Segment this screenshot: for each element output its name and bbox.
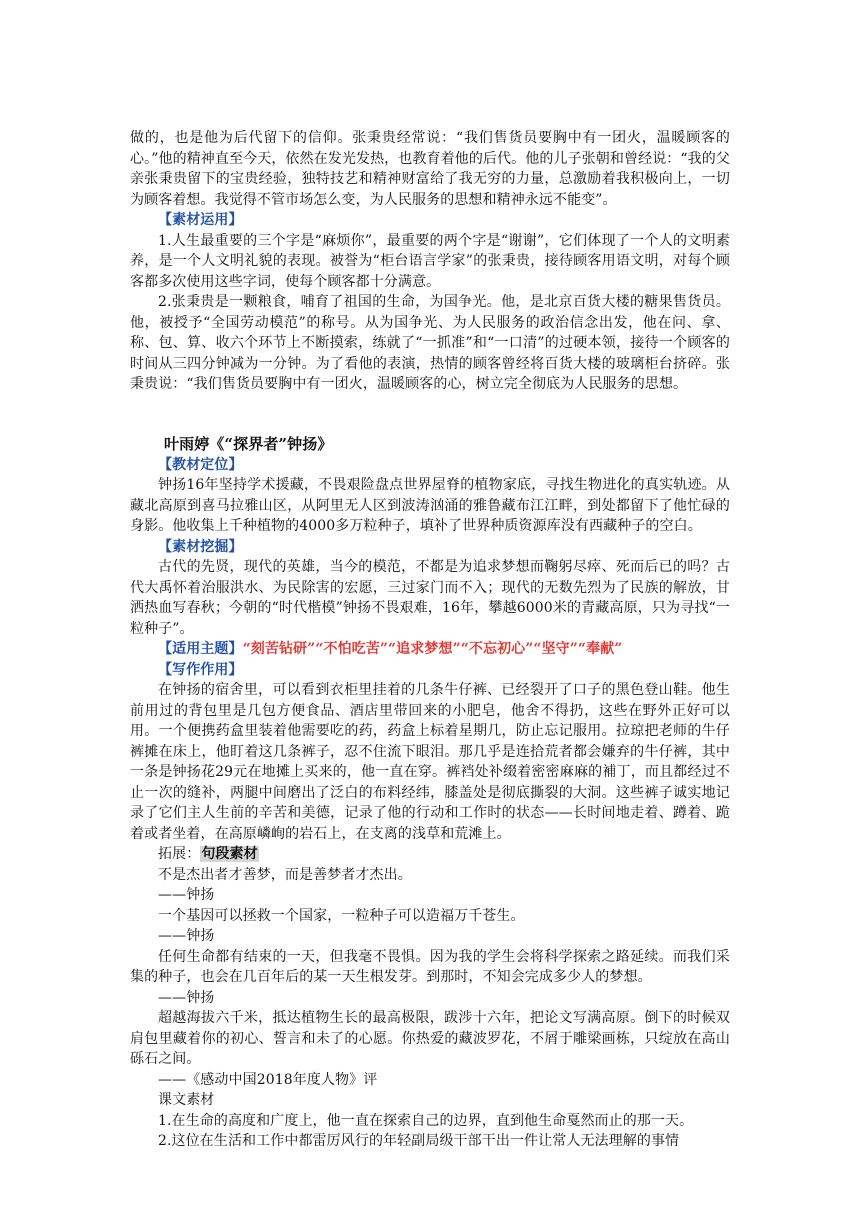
document-page <box>130 128 730 1152</box>
paragraph-usage-2: 2.张秉贵是一颗粮食，哺育了祖国的生命，为国争光。他，是北京百货大楼的糖果售货员。他，被授予“全国劳动模范”的称号。从为国争光、为人民服务的政治信念出发，他在问、拿、称、包、算、收六个环节上不断摸索，练就了“一抓准”和“一口清”的过硬本领，接待一个顾客的时间从三四分钟减为一分钟。为了看他的表演，热情的顾客曾经将百货大楼的玻璃柜台挤碎。张秉贵说：“我们售货员要胸中有一团火，温暖顾客的心，树立完全彻底为人民服务的思想。 <box>130 294 730 392</box>
lesson-item-1: 1.在生命的高度和广度上，他一直在探索自己的边界，直到他生命戛然而止的那一天。 <box>158 1112 694 1129</box>
label-material-dig: 【素材挖掘】 <box>158 538 243 555</box>
theme-line <box>130 639 730 660</box>
quote-3-source: ——钟扬 <box>158 989 215 1006</box>
lesson-label: 课文素材 <box>158 1092 215 1108</box>
theme-keywords: “刻苦钻研”“不怕吃苦”“追求梦想”“不忘初心”“坚守”“奉献” <box>242 641 623 657</box>
quote-4: 超越海拔六千米，抵达植物生长的最高极限，跋涉十六年，把论文写满高原。倒下的时候双肩包里藏着你的初心、誓言和未了的心愿。你热爱的藏波罗花，不屑于雕梁画栋，只绽放在高山砾石之间。 <box>130 1010 730 1067</box>
paragraph-dig: 古代的先贤，现代的英雄，当今的模范，不都是为追求梦想而鞠躬尽瘁、死而后已的吗？古代大禹怀着治服洪水、为民除害的宏愿，三过家门而不入；现代的无数先烈为了民族的解放，甘洒热血写春秋；今朝的“时代楷模”钟扬不畏艰难，16年，攀越6000米的青藏高原，只为寻找“一粒种子”。 <box>130 559 730 637</box>
extend-label: 句段素材 <box>201 846 258 862</box>
paragraph-intro: 做的，也是他为后代留下的信仰。张秉贵经常说：“我们售货员要胸中有一团火，温暖顾客的心。”他的精神直至今天，依然在发光发热，也教育着他的后代。他的儿子张朝和曾经说：“我的父亲张秉贵留下的宝贵经验，独特技艺和精神财富给了我无穷的力量，总激励着我积极向上，一切为顾客着想。我觉得不管市场怎么变，为人民服务的思想和精神永远不能变”。 <box>130 130 730 208</box>
label-applicable-theme: 【适用主题】 <box>158 641 243 657</box>
label-textbook-position: 【教材定位】 <box>158 456 243 473</box>
quote-1: 不是杰出者才善梦，而是善梦者才杰出。 <box>158 866 412 883</box>
quote-3: 任何生命都有结束的一天，但我毫不畏惧。因为我的学生会将科学探索之路延续。而我们采集的种子，也会在几百年后的某一天生根发芽。到那时，不知会完成多少人的梦想。 <box>130 948 730 985</box>
quote-4-source: ——《感动中国2018年度人物》评 <box>158 1071 378 1088</box>
label-material-usage: 【素材运用】 <box>158 212 243 228</box>
extend-prefix: 拓展： <box>158 846 201 862</box>
quote-2-source: ——钟扬 <box>158 928 215 944</box>
quote-1-source: ——钟扬 <box>158 887 215 903</box>
paragraph-writing: 在钟扬的宿舍里，可以看到衣柜里挂着的几条牛仔裤、已经裂开了口子的黑色登山鞋。他生前用过的背包里是几包方便食品、酒店里带回来的小肥皂，他舍不得扔，这些在野外正好可以用。一个便携药盒里装着他需要吃的药，药盒上标着星期几，防止忘记服用。拉琼把老师的牛仔裤摊在床上，他盯着这几条裤子，忍不住流下眼泪。那几乎是连拾荒者都会嫌弃的牛仔裤，其中一条是钟扬花29元在地摊上买来的，他一直在穿。裤裆处补缀着密密麻麻的補丁，而且都经过不止一次的缝补，两腿中间磨出了泛白的布料经纬，膝盖处是彻底撕裂的大洞。这些裤子诚实地记录了它们主人生前的辛苦和美德，记录了他的行动和工作时的状态——长时间地走着、蹲着、跪着或者坐着，在高原嶙峋的岩石上，在支离的浅草和荒滩上。 <box>130 682 730 842</box>
quote-2: 一个基因可以拯救一个国家，一粒种子可以造福万千苍生。 <box>158 907 525 924</box>
label-writing-function: 【写作作用】 <box>158 661 243 678</box>
paragraph-usage-1: 1.人生最重要的三个字是“麻烦你”，最重要的两个字是“谢谢”，它们体现了一个人的文明素养，是一个人文明礼貌的表现。被誉为“柜台语言学家”的张秉贵，接待顾客用语文明，对每个顾客都多次使用这些字词，使每个顾客都十分满意。 <box>130 232 730 290</box>
extend-line <box>130 844 730 865</box>
paragraph-position: 钟扬16年坚持学术援藏，不畏艰险盘点世界屋脊的植物家底，寻找生物进化的真实轨迹。从藏北高原到喜马拉雅山区，从阿里无人区到波涛汹涌的雅鲁藏布江江畔，到处都留下了他忙碌的身影。他收集上千种植物的4000多万粒种子，填补了世界种质资源库没有西藏种子的空白。 <box>130 477 730 534</box>
section-title: 叶雨婷《“探界者”钟扬》 <box>164 434 333 453</box>
lesson-item-2: 2.这位在生活和工作中都雷厉风行的年轻副局级干部干出一件让常人无法理解的事情 <box>158 1133 680 1149</box>
